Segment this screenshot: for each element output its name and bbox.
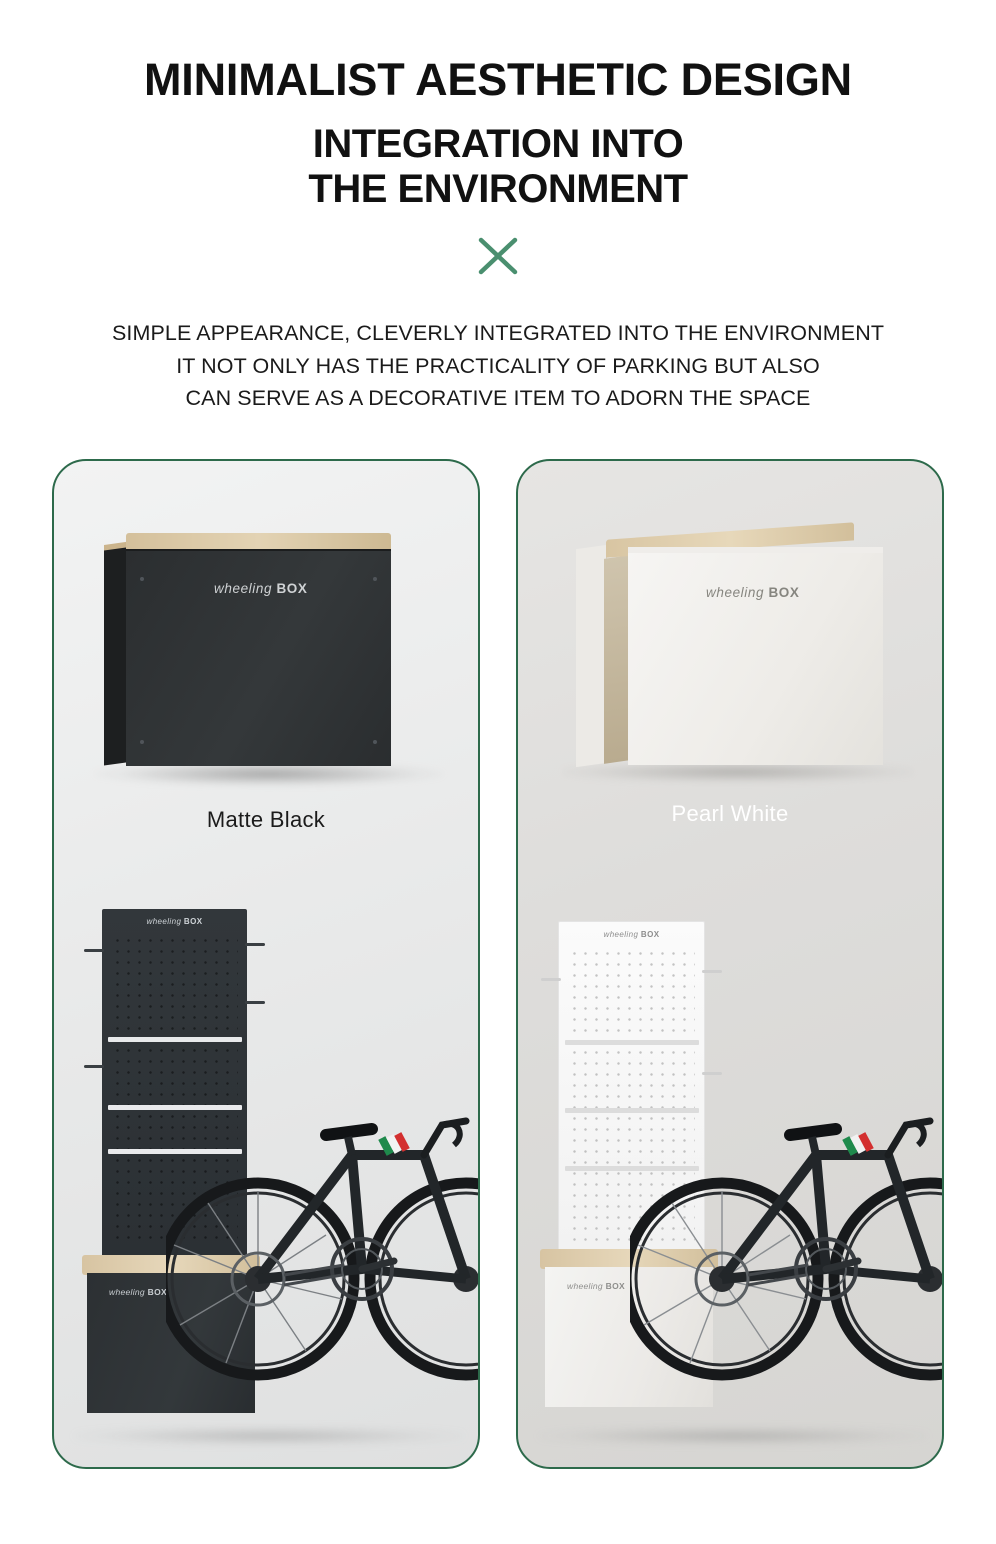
subcopy: [0, 317, 996, 415]
pegboard-hook-icon: [84, 1065, 104, 1068]
screw-dot-icon: [373, 577, 377, 581]
base-brand-logo: wheeling BOX: [567, 1280, 625, 1291]
box-brand-logo: wheeling BOX: [214, 580, 308, 596]
bicycle-illustration: [630, 969, 944, 1409]
product-card-matte-black[interactable]: [52, 459, 480, 1469]
x-mark-icon: [475, 234, 521, 278]
pegboard-hook-icon: [541, 978, 561, 981]
product-card-pearl-white[interactable]: [516, 459, 944, 1469]
pegboard-hook-icon: [245, 943, 265, 946]
bicycle-illustration: [166, 969, 480, 1409]
page-title: [0, 0, 996, 211]
subcopy-line-2: IT NOT ONLY HAS THE PRACTICALITY OF PARKING BUT ALSO: [176, 353, 820, 378]
screw-dot-icon: [373, 740, 377, 744]
box-front-panel: [628, 553, 883, 765]
product-card-list: [0, 459, 996, 1469]
divider: [0, 233, 996, 279]
pegboard-brand-logo: wheeling BOX: [603, 929, 660, 939]
box-front-panel: [126, 551, 391, 766]
pegboard-brand-logo: wheeling BOX: [146, 916, 203, 926]
subcopy-line-1: SIMPLE APPEARANCE, CLEVERLY INTEGRATED INTO THE ENVIRONMENT: [111, 320, 885, 345]
product-scene-matte-black: [54, 881, 478, 1467]
product-caption-pearl-white: Pearl White: [671, 800, 789, 826]
pegboard-hook-icon: [84, 949, 104, 952]
floor-shadow: [74, 1427, 464, 1445]
product-scene-pearl-white: [518, 881, 942, 1467]
headline-line-2: INTEGRATION INTO: [312, 121, 684, 166]
box-inner-slot: [604, 555, 630, 764]
box-side-panel: [104, 547, 126, 765]
headline-line-1: MINIMALIST AESTHETIC DESIGN: [144, 54, 852, 105]
floor-shadow: [538, 1427, 928, 1445]
subcopy-line-3: CAN SERVE AS A DECORATIVE ITEM TO ADORN THE SPACE: [185, 386, 811, 411]
headline-line-3: THE ENVIRONMENT: [308, 166, 688, 211]
screw-dot-icon: [140, 577, 144, 581]
box-brand-logo: wheeling BOX: [706, 584, 800, 600]
screw-dot-icon: [140, 740, 144, 744]
box-side-panel: [576, 545, 607, 767]
base-brand-logo: wheeling BOX: [109, 1286, 167, 1297]
product-caption-matte-black: Matte Black: [206, 806, 326, 832]
